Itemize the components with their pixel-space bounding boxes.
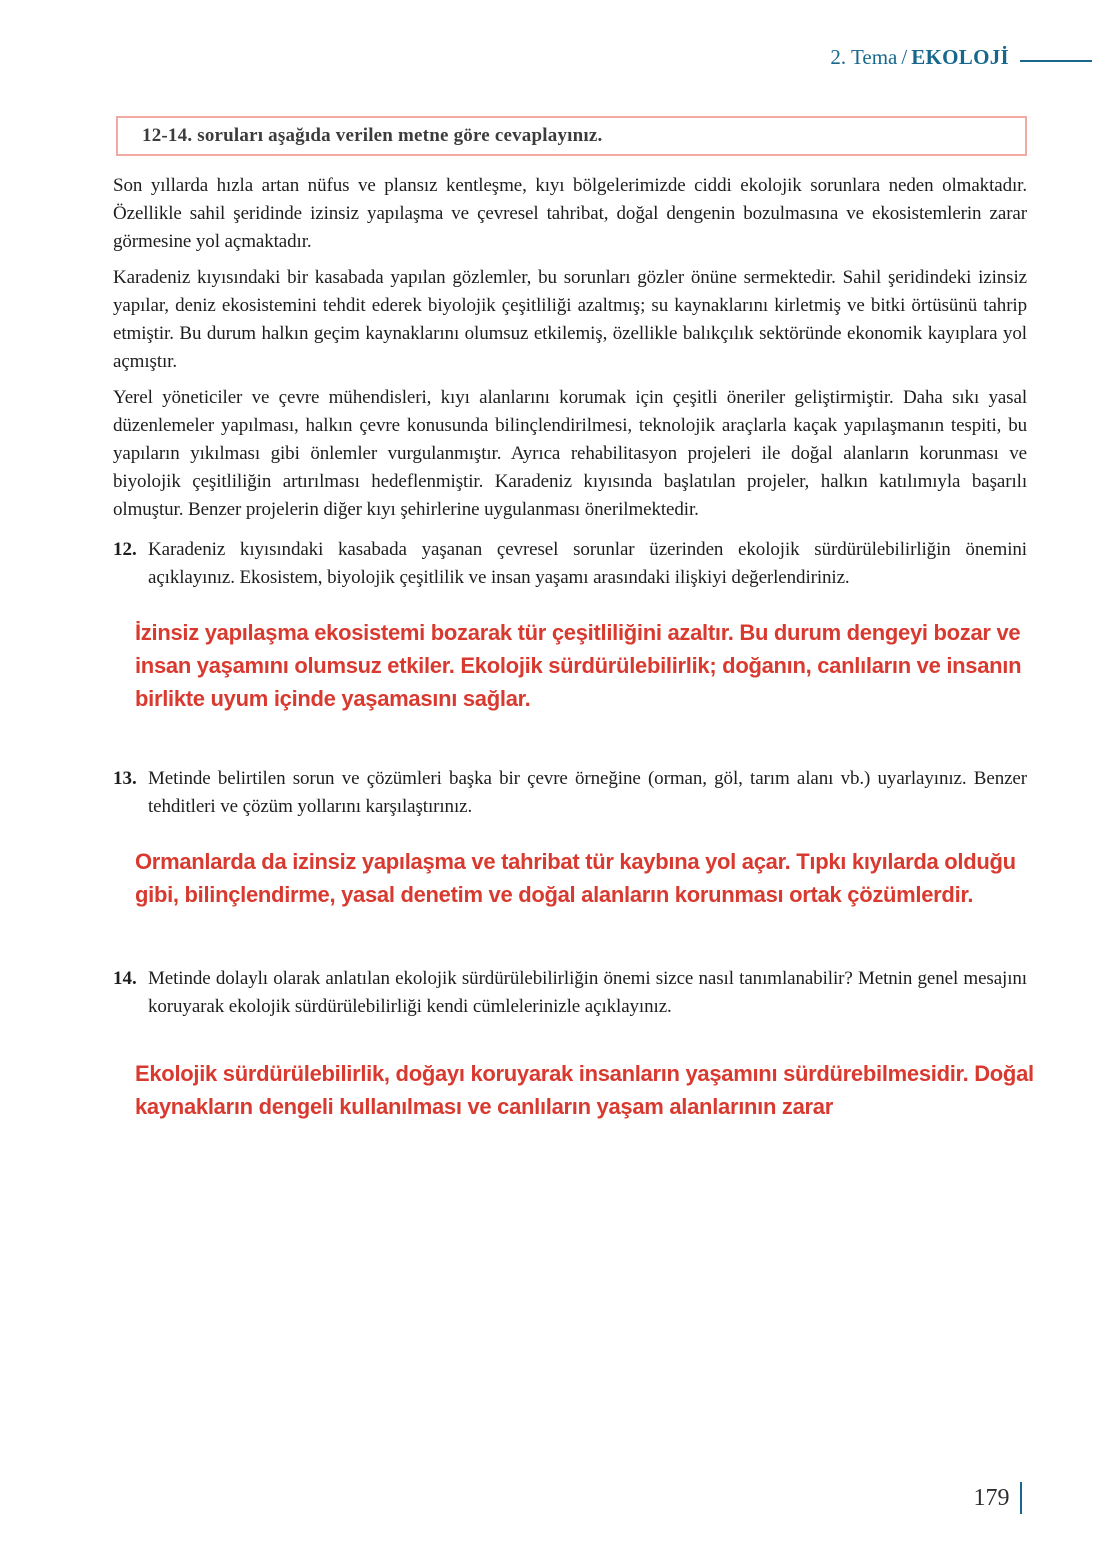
page-number: 179 [973,1485,1010,1511]
footer-rule [1020,1482,1023,1514]
answer-12: İzinsiz yapılaşma ekosistemi bozarak tür çeşitliliğini azaltır. Bu durum dengeyi bozar ve insan yaşamını olumsuz etkiler. Ekolojik sürdürülebilirlik; doğanın, canlıların ve insanın birlikte uyum içinde yaşamasını sağlar. [135,620,1022,711]
answer-13: Ormanlarda da izinsiz yapılaşma ve tahribat tür kaybına yol açar. Tıpkı kıyılarda olduğu gibi, bilinçlendirme, yasal denetim ve doğal alanların korunması ortak çözümlerdir. [135,849,1016,907]
passage-paragraph-1: Son yıllarda hızla artan nüfus ve plansız kentleşme, kıyı bölgelerimizde ciddi ekolojik sorunlara neden olmaktadır. Özellikle sahil şeridinde izinsiz yapılaşma ve çevresel tahribat, doğal dengenin bozulmasına ve ekosistemlerin zarar görmesine yol açmaktadır. [113,175,1027,252]
question-13-number: 13. [113,768,137,789]
instruction-box [116,116,1027,156]
question-13-text: Metinde belirtilen sorun ve çözümleri başka bir çevre örneğine (orman, göl, tarım alanı vb.) uyarlayınız. Benzer tehditleri ve çözüm yollarını karşılaştırınız. [148,768,1027,817]
page-header [113,44,1092,70]
header-separator: / [901,45,908,69]
passage-paragraph-3: Yerel yöneticiler ve çevre mühendisleri, kıyı alanlarını korumak için çeşitli öneriler geliştirmiştir. Daha sıkı yasal düzenlemeler yapılması, halkın çevre konusunda bilinçlendirilmesi, teknolojik araçlarla kaçak yapılaşmanın tespiti, bu yapıların yıkılması gibi önlemler vurgulanmıştır. Ayrıca rehabilitasyon projeleri ile doğal alanların korunması ve biyolojik çeşitliliğin artırılması hedeflenmiştir. Karadeniz kıyısında başlatılan projeler, halkın katılımıyla başarılı olmuştur. Benzer projelerin diğer kıyı şehirlerine uygulanması önerilmektedir. [113,387,1027,520]
question-14 [113,965,1027,1021]
question-12-number: 12. [113,539,137,560]
passage-paragraph-2: Karadeniz kıyısındaki bir kasabada yapılan gözlemler, bu sorunları gözler önüne sermektedir. Sahil şeridindeki izinsiz yapılar, deniz ekosistemini tehdit ederek biyolojik çeşitliliği azaltmış; su kaynaklarını kirletmiş ve bitki örtüsünü tahrip etmiştir. Bu durum halkın geçim kaynaklarını olumsuz etkilemiş, özellikle balıkçılık sektöründe ekonomik kayıplara yol açmıştır. [113,267,1027,372]
question-13 [113,765,1027,821]
answer-14: Ekolojik sürdürülebilirlik, doğayı koruyarak insanların yaşamını sürdürebilmesidir. Doğal kaynakların dengeli kullanılması ve canlıların yaşam alanlarının zarar [135,1061,1034,1119]
question-14-text: Metinde dolaylı olarak anlatılan ekolojik sürdürülebilirliğin önemi sizce nasıl tanımlanabilir? Metnin genel mesajını koruyarak ekolojik sürdürülebilirliği kendi cümlelerinizle açıklayınız. [148,968,1027,1017]
theme-label: 2. Tema [830,45,898,69]
question-12-text: Karadeniz kıyısındaki kasabada yaşanan çevresel sorunlar üzerinden ekolojik sürdürülebilirliğin önemini açıklayınız. Ekosistem, biyolojik çeşitlilik ve insan yaşamı arasındaki ilişkiyi değerlendiriniz. [148,539,1027,588]
instruction-text: 12-14. soruları aşağıda verilen metne göre cevaplayınız. [142,125,603,146]
question-14-number: 14. [113,968,137,989]
page-footer [974,1482,1023,1514]
question-12 [113,536,1027,592]
header-title: EKOLOJİ [911,45,1009,69]
header-theme-title [830,44,1009,70]
header-rule [1020,60,1092,62]
